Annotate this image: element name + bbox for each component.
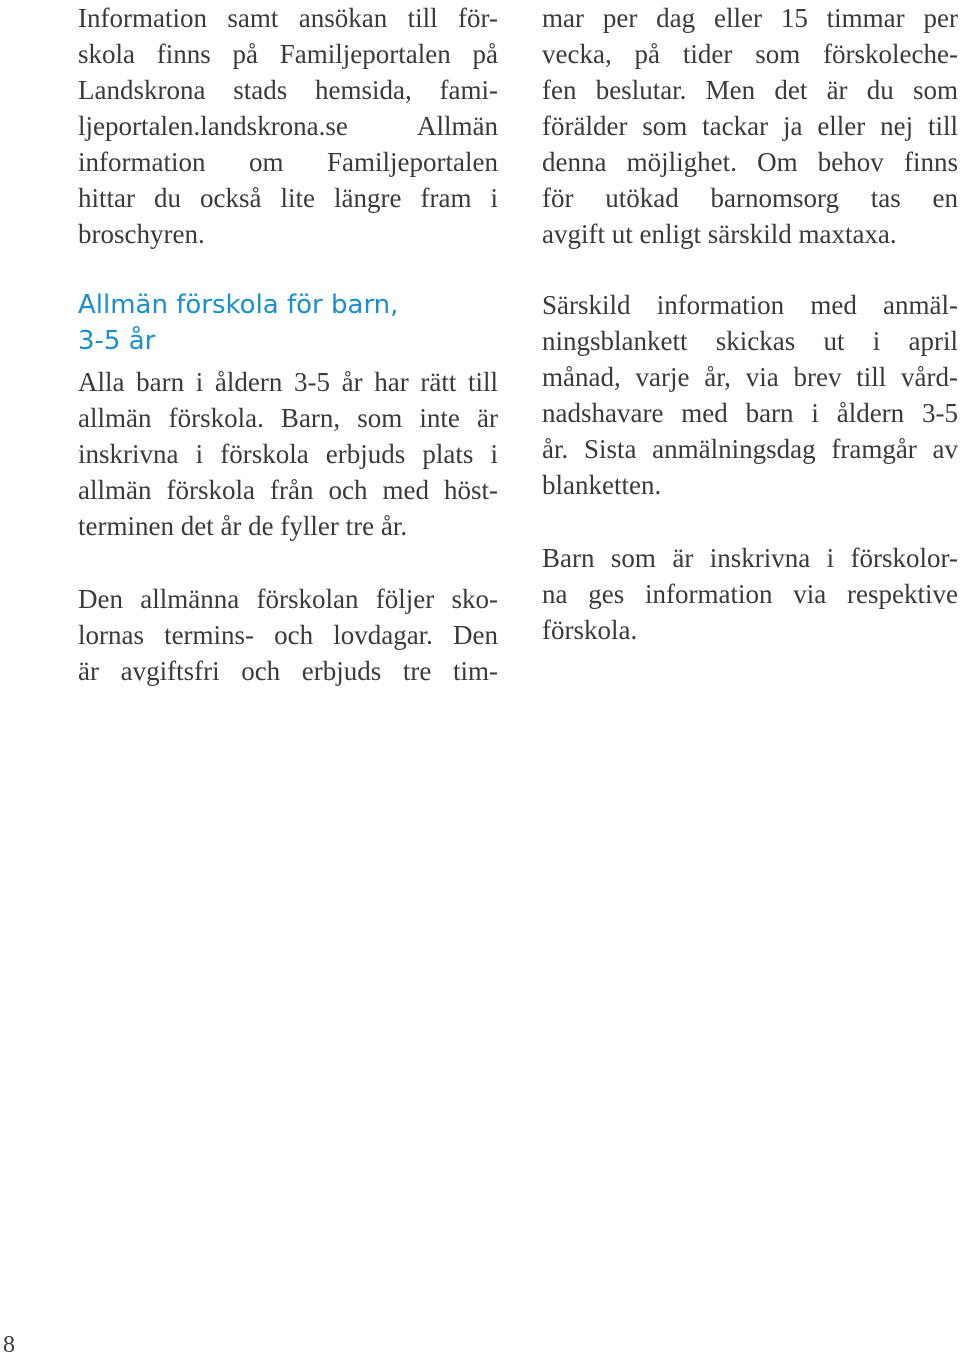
text-line: Landskrona stads hemsida, fami- <box>78 75 498 105</box>
text-line: terminen det år de fyller tre år. <box>78 511 408 541</box>
text-line: är avgiftsfri och erbjuds tre tim- <box>78 656 498 686</box>
text-line: blanketten. <box>542 470 662 500</box>
text-line: förskola. <box>542 615 638 645</box>
text-line: Barn som är inskrivna i förskolor- <box>542 543 958 573</box>
text-line: na ges information via respektive <box>542 579 958 609</box>
text-line: vecka, på tider som förskoleche- <box>542 39 958 69</box>
text-line: inskrivna i förskola erbjuds plats i <box>78 439 498 469</box>
enrolled-paragraph <box>542 540 958 648</box>
text-line: skola finns på Familjeportalen på <box>78 39 498 69</box>
text-line: fen beslutar. Men det är du som <box>542 75 958 105</box>
text-line: information om Familjeportalen <box>78 147 498 177</box>
page-number: 8 <box>3 1332 15 1358</box>
text-line: månad, varje år, via brev till vård- <box>542 362 958 392</box>
terms-paragraph <box>78 581 498 689</box>
text-line: förälder som tackar ja eller nej till <box>542 111 958 141</box>
section-heading <box>78 287 498 359</box>
text-line: Särskild information med anmäl- <box>542 290 958 320</box>
text-line: Alla barn i åldern 3-5 år har rätt till <box>78 367 498 397</box>
text-line: avgift ut enligt särskild maxtaxa. <box>542 219 897 249</box>
text-line: allmän förskola. Barn, som inte är <box>78 403 498 433</box>
text-line: år. Sista anmälningsdag framgår av <box>542 434 958 464</box>
text-line: denna möjlighet. Om behov finns <box>542 147 958 177</box>
text-line: mar per dag eller 15 timmar per <box>542 3 958 33</box>
heading-line: 3-5 år <box>78 326 156 356</box>
text-line: broschyren. <box>78 219 205 249</box>
intro-paragraph <box>78 0 498 252</box>
text-line: för utökad barnomsorg tas en <box>542 183 958 213</box>
hours-paragraph <box>542 0 958 252</box>
text-line: Information samt ansökan till för- <box>78 3 498 33</box>
text-line: nadshavare med barn i åldern 3-5 <box>542 398 958 428</box>
text-line: Den allmänna förskolan följer sko- <box>78 584 498 614</box>
heading-line: Allmän förskola för barn, <box>78 290 399 320</box>
text-line: ljeportalen.landskrona.se Allmän <box>78 111 498 141</box>
text-line: lornas termins- och lovdagar. Den <box>78 620 498 650</box>
text-line: allmän förskola från och med höst- <box>78 475 498 505</box>
registration-paragraph <box>542 287 958 503</box>
eligibility-paragraph <box>78 364 498 544</box>
text-line: hittar du också lite längre fram i <box>78 183 498 213</box>
text-line: ningsblankett skickas ut i april <box>542 326 958 356</box>
